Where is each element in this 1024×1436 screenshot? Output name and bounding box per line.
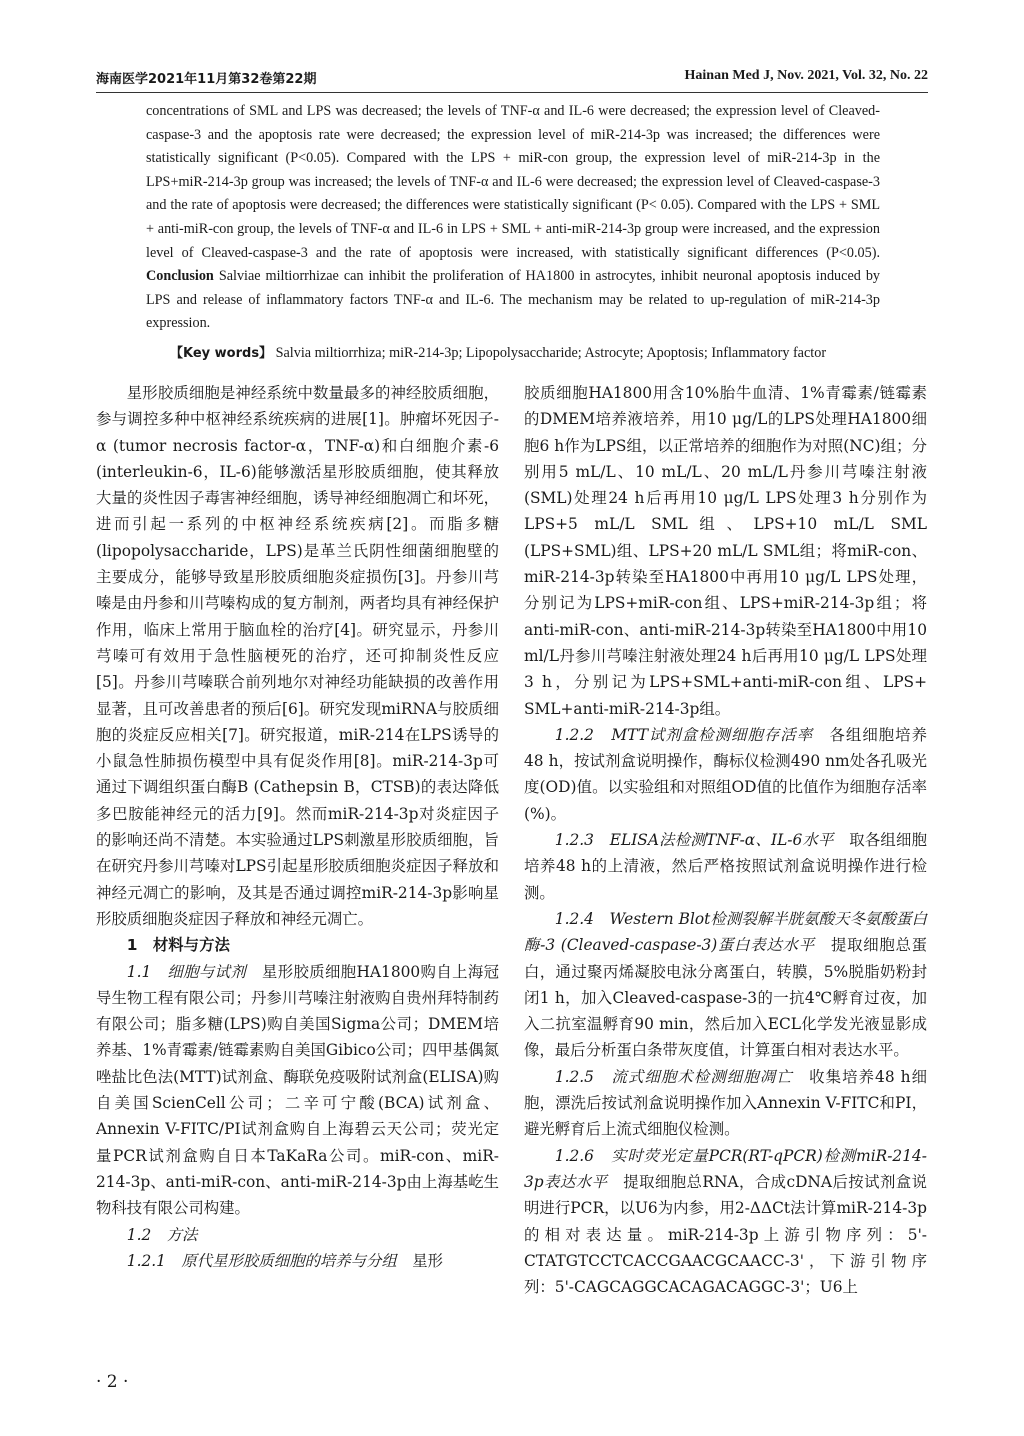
text-1-2-4: 提取细胞总蛋白，通过聚丙烯凝胶电泳分离蛋白，转膜，5%脱脂奶粉封闭1 h，加入Cleaved-caspase-3的一抗4℃孵育过夜，加入二抗室温孵育90 min，然后加入ECL化学发光液显影成像，最后分析蛋白条带灰度值，计算蛋白相对表达水平。 (524, 936, 927, 1060)
text-1-1: 星形胶质细胞HA1800购自上海冠导生物工程有限公司；丹参川芎嗪注射液购自贵州拜特制药有限公司；脂多糖(LPS)购自美国Sigma公司；DMEM培养基、1%青霉素/链霉素购自美国Gibico公司；四甲基偶氮唑盐比色法(MTT)试剂盒、酶联免疫吸附试剂盒(ELISA)购自美国ScienCell公司；二辛可宁酸(BCA)试剂盒、Annexin V-FITC/PI试剂盒购自上海碧云天公司；荧光定量PCR试剂盒购自日本TaKaRa公司。miR-con、miR-214-3p、anti-miR-con、anti-miR-214-3p由上海基屹生物科技有限公司构建。 (96, 962, 499, 1218)
section-heading: 1 材料与方法 (126, 936, 230, 955)
journal-name-en: Hainan Med J, Nov. 2021, Vol. 32, No. 22 (684, 68, 928, 83)
running-header (96, 68, 928, 90)
heading-1-2-1: 1.2.1 原代星形胶质细胞的培养与分组 (126, 1251, 397, 1270)
intro-paragraph: 星形胶质细胞是神经系统中数量最多的神经胶质细胞，参与调控多种中枢神经系统疾病的进展[1]。肿瘤坏死因子-α (tumor necrosis factor-α，TNF-α)和白细胞介素-6 (interleukin-6，IL-6)能够激活星形胶质细胞，使其释放大量的炎性因子毒害神经细胞，诱导神经细胞凋亡和坏死，进而引起一系列的中枢神经系统疾病[2]。而脂多糖(lipopolysaccharide，LPS)是革兰氏阴性细菌细胞壁的主要成分，能够导致星形胶质细胞炎症损伤[3]。丹参川芎嗪是由丹参和川芎嗪构成的复方制剂，两者均具有神经保护作用，临床上常用于脑血栓的治疗[4]。研究显示，丹参川芎嗪可有效用于急性脑梗死的治疗，还可抑制炎性反应[5]。丹参川芎嗪联合前列地尔对神经功能缺损的改善作用显著，且可改善患者的预后[6]。研究发现miRNA与胶质细胞的炎症反应相关[7]。研究报道，miR-214在LPS诱导的小鼠急性肺损伤模型中具有促炎作用[8]。miR-214-3p可通过下调组织蛋白酶B (Cathepsin B，CTSB)的表达降低多巴胺能神经元的活力[9]。然而miR-214-3p对炎症因子的影响还尚不清楚。本实验通过LPS刺激星形胶质细胞，旨在研究丹参川芎嗪对LPS引起星形胶质细胞炎症因子释放和神经元凋亡的影响，及其是否通过调控miR-214-3p影响星形胶质细胞炎症因子释放和神经元凋亡。 (96, 384, 499, 928)
heading-1-2-2: 1.2.2 MTT试剂盒检测细胞存活率 (554, 725, 814, 744)
heading-1-2-5: 1.2.5 流式细胞术检测细胞凋亡 (554, 1067, 793, 1086)
paragraph-1-2-6 (524, 1143, 927, 1301)
text-1-2-1: 星形 (396, 1251, 444, 1270)
conclusion-text: Salviae miltiorrhizae can inhibit the proliferation of HA1800 in astrocytes, inhibit neuronal apoptosis induced by LPS and release of inflammatory factors TNF-α and IL-6. The mechanism may be related to up-regulation of miR-214-3p expression. (146, 268, 881, 332)
abstract (146, 100, 880, 336)
text-1-2-1-cont: 胶质细胞HA1800用含10%胎牛血清、1%青霉素/链霉素的DMEM培养液培养，用10 μg/L的LPS处理HA1800细胞6 h作为LPS组，以正常培养的细胞作为对照(NC)组；分别用5 mL/L、10 mL/L、20 mL/L丹参川芎嗪注射液(SML)处理24 h后再用10 μg/L LPS处理3 h分别作为LPS+5 mL/L SML组、LPS+10 mL/L SML (LPS+SML)组、LPS+20 mL/L SML组；将miR-con、miR-214-3p转染至HA1800中再用10 μg/L LPS处理，分别记为LPS+miR-con组、LPS+miR-214-3p组；将anti-miR-con、anti-miR-214-3p转染至HA1800中用10 ml/L丹参川芎嗪注射液处理24 h后再用10 μg/L LPS处理3 h，分别记为LPS+SML+anti-miR-con组、LPS+ SML+anti-miR-214-3p组。 (524, 384, 927, 718)
journal-name-cn: 海南医学2021年11月第32卷第22期 (96, 72, 317, 87)
paragraph-1-2-5 (524, 1064, 927, 1143)
text-1-2-3: 取各组细胞培养48 h的上清液，然后严格按照试剂盒说明操作进行检测。 (524, 831, 927, 902)
keywords-label: 【Key words】 (170, 346, 273, 361)
conclusion-label: Conclusion (146, 268, 214, 285)
abstract-text: concentrations of SML and LPS was decreased; the levels of TNF-α and IL-6 were decreased; the expression level of Cleaved-caspase-3 and the apoptosis rate were decreased; the expression level of miR-214-3p was increased; the differences were statistically significant (P<0.05). Compared with the LPS + miR-con group, the expression level of miR-214-3p in the LPS+miR-214-3p group was increased; the levels of TNF-α and IL-6 were decreased; the expression level of Cleaved-caspase-3 and the rate of apoptosis were decreased; the differences were statistically significant (P< 0.05). Compared with the LPS + SML + anti-miR-con group, the levels of TNF-α and IL-6 in LPS + SML + anti-miR-214-3p group were increased, and the expression level of Cleaved-caspase-3 and the rate of apoptosis were increased, with statistically significant differences (P<0.05). (146, 103, 880, 261)
heading-1-2-6: 1.2.6 实时荧光定量PCR(RT-qPCR)检测miR-214-3p表达水平 (524, 1146, 927, 1191)
page-number: · 2 · (96, 1372, 129, 1392)
keywords-text: Salvia miltiorrhiza; miR-214-3p; Lipopolysaccharide; Astrocyte; Apoptosis; Inflammatory factor (275, 345, 827, 361)
text-1-2-5: 收集培养48 h细胞，漂洗后按试剂盒说明操作加入Annexin V-FITC和PI，避光孵育后上流式细胞仪检测。 (524, 1067, 927, 1139)
paragraph-1-1 (96, 959, 499, 1222)
right-column (524, 380, 927, 1300)
heading-1-1: 1.1 细胞与试剂 (126, 962, 247, 981)
keywords (170, 342, 890, 362)
paragraph-1-2-4 (524, 906, 927, 1064)
left-column (96, 380, 499, 1274)
header-rule (96, 92, 928, 93)
paragraph-1-2-3 (524, 827, 927, 906)
heading-1-2-4: 1.2.4 Western Blot检测裂解半胱氨酸天冬氨酸蛋白酶-3 (Cleaved-caspase-3)蛋白表达水平 (524, 909, 927, 955)
paragraph-1-2-1 (96, 1248, 499, 1274)
heading-1-2: 1.2 方法 (126, 1225, 198, 1244)
paragraph-1-2-2 (524, 722, 927, 827)
text-1-2-6: 提取细胞总RNA，合成cDNA后按试剂盒说明进行PCR，以U6为内参，用2-ΔΔCt法计算miR-214-3p的相对表达量。miR-214-3p上游引物序列：5'-CTATGTCCTCACCGAACGCAACC-3'，下游引物序列：5'-CAGCAGGCACAGACAGGC-3'；U6上 (524, 1172, 927, 1297)
heading-1-2-3: 1.2.3 ELISA法检测TNF-α、IL-6水平 (554, 831, 834, 850)
text-1-2-2: 各组细胞培养48 h，按试剂盒说明操作，酶标仪检测490 nm处各孔吸光度(OD)值。以实验组和对照组OD值的比值作为细胞存活率(%)。 (524, 725, 927, 823)
